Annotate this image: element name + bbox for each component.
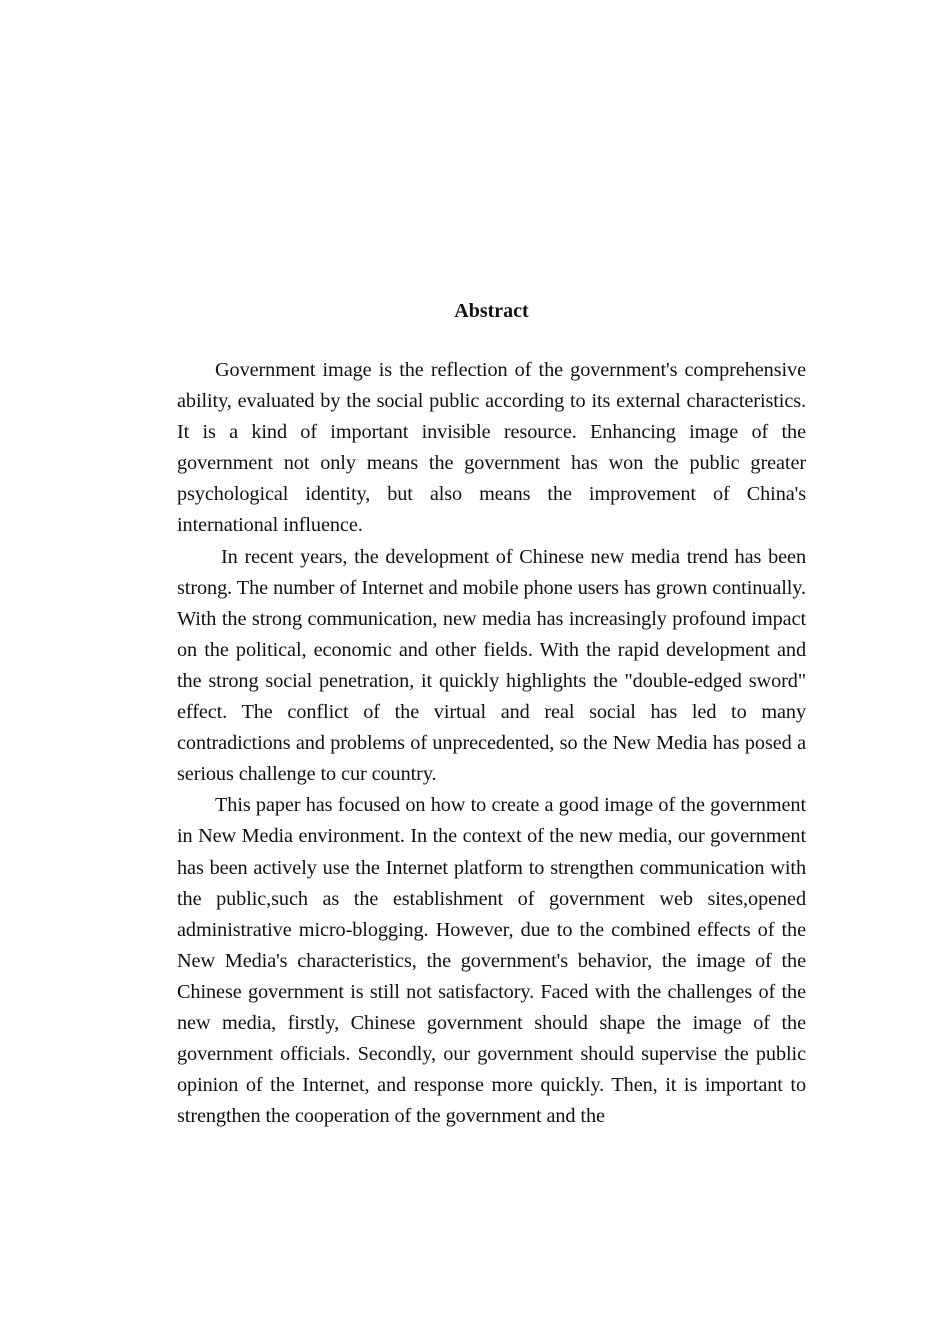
document-page [177, 296, 806, 1132]
abstract-paragraph-3: This paper has focused on how to create a good image of the government in New Media environment. In the context of the new media, our government has been actively use the Internet platform to strengthen communication with the public,such as the establishment of government web sites,opened administrative micro-blogging. However, due to the combined effects of the New Media's characteristics, the government's behavior, the image of the Chinese government is still not satisfactory. Faced with the challenges of the new media, firstly, Chinese government should shape the image of the government officials. Secondly, our government should supervise the public opinion of the Internet, and response more quickly. Then, it is important to strengthen the cooperation of the government and the [177, 794, 806, 1128]
abstract-paragraph-2: In recent years, the development of Chinese new media trend has been strong. The number of Internet and mobile phone users has grown continually. With the strong communication, new media has increasingly profound impact on the political, economic and other fields. With the rapid development and the strong social penetration, it quickly highlights the "double-edged sword" effect. The conflict of the virtual and real social has led to many contradictions and problems of unprecedented, so the New Media has posed a serious challenge to cur country. [177, 545, 806, 786]
abstract-paragraph-1: Government image is the reflection of the government's comprehensive ability, evaluated by the social public according to its external characteristics. It is a kind of important invisible resource. Enhancing image of the government not only means the government has won the public greater psychological identity, but also means the improvement of China's international influence. [177, 359, 806, 537]
abstract-title: Abstract [454, 300, 529, 322]
